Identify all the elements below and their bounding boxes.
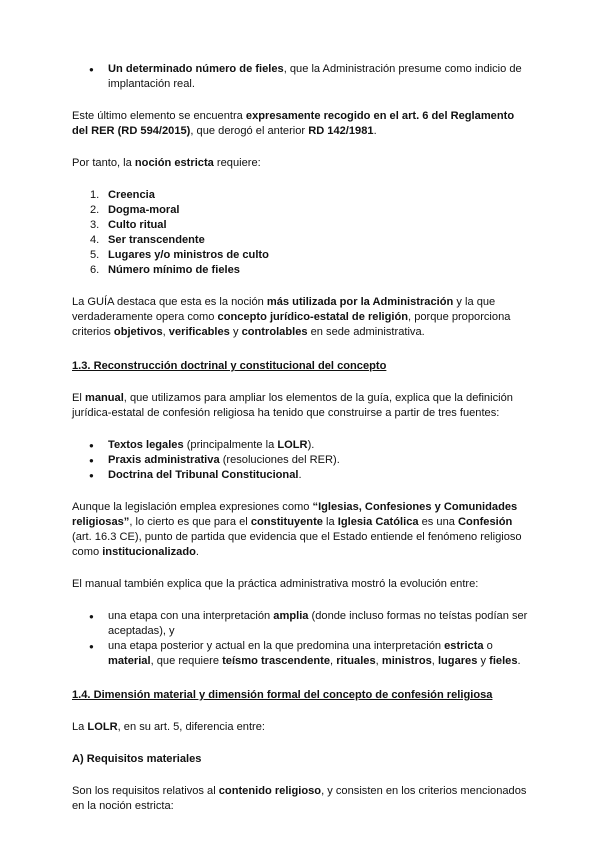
sources-list (72, 438, 528, 483)
strict-requirements-list (72, 188, 528, 278)
paragraph-strict-intro: Por tanto, la noción estricta requiere: (72, 157, 261, 169)
paragraph-requisitos: Son los requisitos relativos al contenido religioso, y consisten en los criterios mencionados en la noción estricta: (72, 785, 527, 812)
list-item: 1. Creencia (90, 189, 155, 201)
list-item: 2. Dogma-moral (90, 204, 180, 216)
list-item: 5. Lugares y/o ministros de culto (90, 249, 269, 261)
list-item: ● una etapa posterior y actual en la que predomina una interpretación estricta o material, que requiere teísmo trascendente, rituales, ministros, lugares y fieles. (72, 639, 528, 669)
list-item: 4. Ser transcendente (90, 234, 205, 246)
list-item: ● Praxis administrativa (resoluciones del RER). (72, 453, 528, 468)
document-page (72, 62, 528, 814)
section-heading-1-3: 1.3. Reconstrucción doctrinal y constitucional del concepto (72, 360, 387, 372)
paragraph-lolr: La LOLR, en su art. 5, diferencia entre: (72, 721, 266, 733)
list-item: ● Un determinado número de fieles, que la Administración presume como indicio de implantación real. (72, 62, 528, 92)
paragraph-manual: El manual, que utilizamos para ampliar los elementos de la guía, explica que la definición jurídica-estatal de confesión religiosa ha tenido que construirse a partir de tres fuentes: (72, 392, 513, 419)
list-item: ● Doctrina del Tribunal Constitucional. (72, 468, 528, 483)
paragraph-guia: La GUÍA destaca que esta es la noción más utilizada por la Administración y la que verdaderamente opera como concepto jurídico-estatal de religión, porque proporciona criterios objetivos, verificables y controlables en sede administrativa. (72, 296, 511, 338)
list-item: 3. Culto ritual (90, 219, 167, 231)
paragraph-legislacion: Aunque la legislación emplea expresiones como “Iglesias, Confesiones y Comunidades religiosas”, lo cierto es que para el constituyente la Iglesia Católica es una Confesión (art. 16.3 CE), punto de partida que evidencia que el Estado entiende el fenómeno religioso como institucionalizado. (72, 501, 522, 558)
top-bullet-list (72, 62, 528, 92)
paragraph-evolucion: El manual también explica que la práctica administrativa mostró la evolución entre: (72, 578, 479, 590)
paragraph-reglamento: Este último elemento se encuentra expresamente recogido en el art. 6 del Reglamento del RER (RD 594/2015), que derogó el anterior RD 142/1981. (72, 110, 515, 137)
section-heading-1-4: 1.4. Dimensión material y dimensión formal del concepto de confesión religiosa (72, 689, 493, 701)
subheading-requisitos-materiales: A) Requisitos materiales (72, 753, 202, 765)
list-item: ● una etapa con una interpretación amplia (donde incluso formas no teístas podían ser aceptadas), y (72, 609, 528, 639)
evolution-list (72, 609, 528, 669)
list-item: 6. Número mínimo de fieles (90, 264, 240, 276)
list-item: ● Textos legales (principalmente la LOLR). (72, 438, 528, 453)
